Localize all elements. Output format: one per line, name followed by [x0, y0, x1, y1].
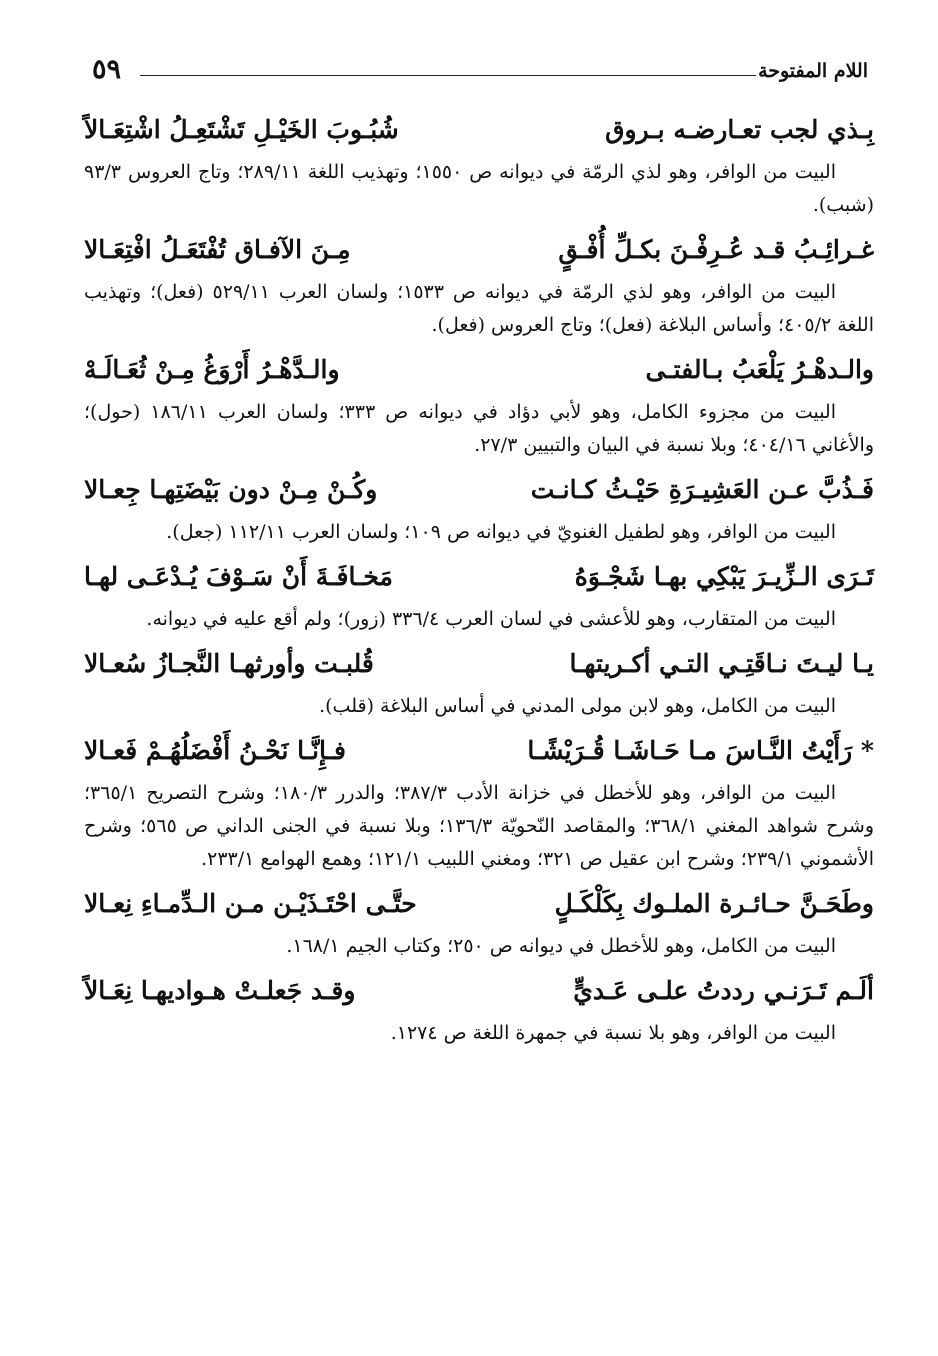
- verse-first-hemistich: والـدهْـرُ يَلْعَبُ بـالفتـى: [645, 355, 874, 384]
- verse-line: [84, 464, 874, 516]
- verse-entry: [84, 878, 874, 963]
- verse-second-hemistich: شُبُـوبَ الخَيْـلِ تَشْتَعِـلُ اشْتِعَـالاً: [84, 115, 399, 144]
- verse-second-hemistich: حتَّـى احْتَـذَيْـن مـن الـدِّمـاءِ نِعـالا: [84, 889, 417, 918]
- page-number: ٥٩: [92, 54, 122, 85]
- verse-note: البيت من الوافر، وهو لطفيل الغنويّ في ديوانه ص ١٠٩؛ ولسان العرب ١١٢/١١ (جعل).: [166, 521, 836, 543]
- verse-line: [84, 551, 874, 603]
- running-header: [92, 54, 868, 94]
- verse-note: البيت من الوافر، وهو للأخطل في خزانة الأدب ٣٨٧/٣؛ والدرر ١٨٠/٣؛ وشرح التصريح ٣٦٥/١؛ وشرح شواهد المغني ٣٦٨/١؛ والمقاصد النّحويّة ١٣٦/٣؛ وبلا نسبة في الجنى الداني ص ٥٦٥؛ وشرح الأشموني ٢٣٩/١؛ وشرح ابن عقيل ص ٣٢١؛ ومغني اللبيب ١٢١/١؛ وهمع الهوامع ٢٣٣/١.: [84, 782, 874, 870]
- verse-first-hemistich: ألَـم تَـرَنـي رددتُ علـى عَـديٍّ: [573, 976, 874, 1005]
- verse-first-hemistich: وطَحَـنَّ حـائـرة الملـوك بِكَلْكَـلٍ: [554, 889, 874, 918]
- verse-entry: [84, 344, 874, 462]
- verse-second-hemistich: مَخـافَـةَ أَنْ سَـوْفَ يُـدْعَـى لهـا: [84, 562, 393, 591]
- verse-first-hemistich: فَـذُبَّ عـن العَشِيـرَةِ حَيْـثُ كـانـت: [530, 475, 874, 504]
- verse-first-hemistich: غـرائِـبُ قـد عُـرِفْـنَ بكـلِّ أُفْـقٍ: [558, 235, 874, 264]
- verse-entry: [84, 551, 874, 636]
- verse-entry: [84, 224, 874, 342]
- verse-first-hemistich: تَـرَى الـزِّيـرَ يَبْكِي بهـا شَجْـوَهُ: [574, 562, 874, 591]
- verse-entry: [84, 638, 874, 723]
- verse-line: [84, 224, 874, 276]
- verse-line: [84, 878, 874, 930]
- verse-second-hemistich: وكُـنْ مِـنْ دون بَيْضَتِهـا جِعـالا: [84, 475, 378, 504]
- verse-entry: [84, 464, 874, 549]
- verse-second-hemistich: قُلبـت وأورثهـا النَّجـازُ سُعـالا: [84, 649, 374, 678]
- verse-line: [84, 965, 874, 1017]
- verse-note: البيت من الوافر، وهو لذي الرمّة في ديوانه ص ١٥٥٠؛ وتهذيب اللغة ٢٨٩/١١؛ وتاج العروس ٩٣/٣ (شبب).: [84, 161, 874, 216]
- verse-note: البيت من الكامل، وهو لابن مولى المدني في أساس البلاغة (قلب).: [319, 695, 836, 717]
- verse-second-hemistich: مِـنَ الآفـاق تُفْتَعَـلُ افْتِعَـالا: [84, 235, 351, 264]
- verse-line: [84, 638, 874, 690]
- chapter-title: اللام المفتوحة: [758, 60, 868, 82]
- verse-note: البيت من المتقارب، وهو للأعشى في لسان العرب ٣٣٦/٤ (زور)؛ ولم أقع عليه في ديوانه.: [146, 608, 836, 630]
- verse-line: [84, 104, 874, 156]
- verse-entry: [84, 725, 874, 876]
- verse-second-hemistich: فـإِنَّـا نَحْـنُ أَفْضَلُهُـمْ فَعـالا: [84, 736, 346, 765]
- verse-note: البيت من الوافر، وهو لذي الرمّة في ديوانه ص ١٥٣٣؛ ولسان العرب ٥٢٩/١١ (فعل)؛ وتهذيب اللغة ٤٠٥/٢؛ وأساس البلاغة (فعل)؛ وتاج العروس (فعل).: [84, 281, 874, 336]
- verse-first-hemistich: يـا ليـتَ نـاقَتِـي التـي أكـريتهـا: [569, 649, 874, 678]
- verse-entry: [84, 965, 874, 1050]
- verse-note: البيت من الكامل، وهو للأخطل في ديوانه ص ٢٥٠؛ وكتاب الجيم ١٦٨/١.: [286, 935, 836, 957]
- header-rule: [140, 75, 756, 76]
- verse-entries: [84, 104, 874, 1052]
- verse-second-hemistich: وقـد جَعلـتْ هـواديهـا نِعَـالاً: [84, 976, 356, 1005]
- verse-line: [84, 344, 874, 396]
- verse-note: البيت من مجزوء الكامل، وهو لأبي دؤاد في ديوانه ص ٣٣٣؛ ولسان العرب ١٨٦/١١ (حول)؛ والأغاني ٤٠٤/١٦؛ وبلا نسبة في البيان والتبيين ٢٧/٣.: [84, 401, 874, 456]
- verse-first-hemistich: بِـذي لجب تعـارضـه بـروق: [605, 115, 874, 144]
- verse-first-hemistich: * رَأَيْتُ النَّـاسَ مـا حَـاشَـا قُـرَيْشًـا: [527, 736, 874, 765]
- verse-second-hemistich: والـدَّهْـرُ أَرْوَغُ مِـنْ ثُعَـالَـهْ: [84, 355, 340, 384]
- verse-entry: [84, 104, 874, 222]
- verse-line: [84, 725, 874, 777]
- verse-note: البيت من الوافر، وهو بلا نسبة في جمهرة اللغة ص ١٢٧٤.: [390, 1022, 836, 1044]
